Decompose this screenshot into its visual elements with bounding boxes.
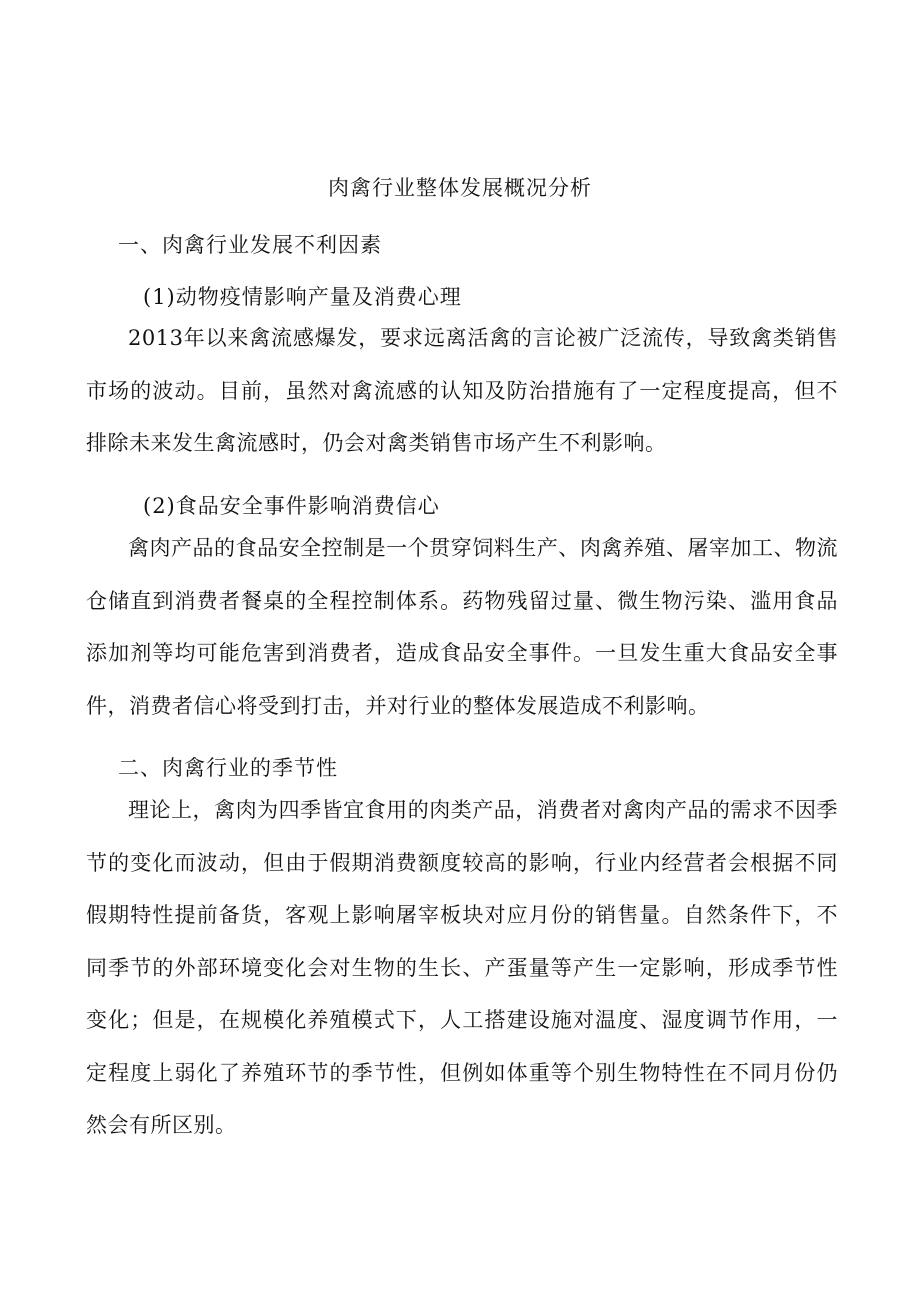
- paragraph-1: 2013年以来禽流感爆发，要求远离活禽的言论被广泛流传，导致禽类销售市场的波动。目前，虽然对禽流感的认知及防治措施有了一定程度提高，但不排除未来发生禽流感时，仍会对禽类销售市场产生不利影响。: [86, 326, 838, 455]
- paragraph-3: 理论上，禽肉为四季皆宜食用的肉类产品，消费者对禽肉产品的需求不因季节的变化而波动，但由于假期消费额度较高的影响，行业内经营者会根据不同假期特性提前备货，客观上影响屠宰板块对应月份的销售量。自然条件下，不同季节的外部环境变化会对生物的生长、产蛋量等产生一定影响，形成季节性变化；但是，在规模化养殖模式下，人工搭建设施对温度、湿度调节作用，一定程度上弱化了养殖环节的季节性，但例如体重等个别生物特性在不同月份仍然会有所区别。: [86, 798, 838, 1137]
- section-heading-1: 一、肉禽行业发展不利因素: [118, 233, 382, 257]
- subsection-heading-1: (1)动物疫情影响产量及消费心理: [143, 285, 462, 309]
- section-heading-2: 二、肉禽行业的季节性: [118, 756, 338, 780]
- paragraph-2: 禽肉产品的食品安全控制是一个贯穿饲料生产、肉禽养殖、屠宰加工、物流仓储直到消费者餐桌的全程控制体系。药物残留过量、微生物污染、滥用食品添加剂等均可能危害到消费者，造成食品安全事件。一旦发生重大食品安全事件，消费者信心将受到打击，并对行业的整体发展造成不利影响。: [86, 536, 838, 718]
- subsection-heading-2: (2)食品安全事件影响消费信心: [143, 494, 440, 518]
- document-title: 肉禽行业整体发展概况分析: [328, 176, 592, 200]
